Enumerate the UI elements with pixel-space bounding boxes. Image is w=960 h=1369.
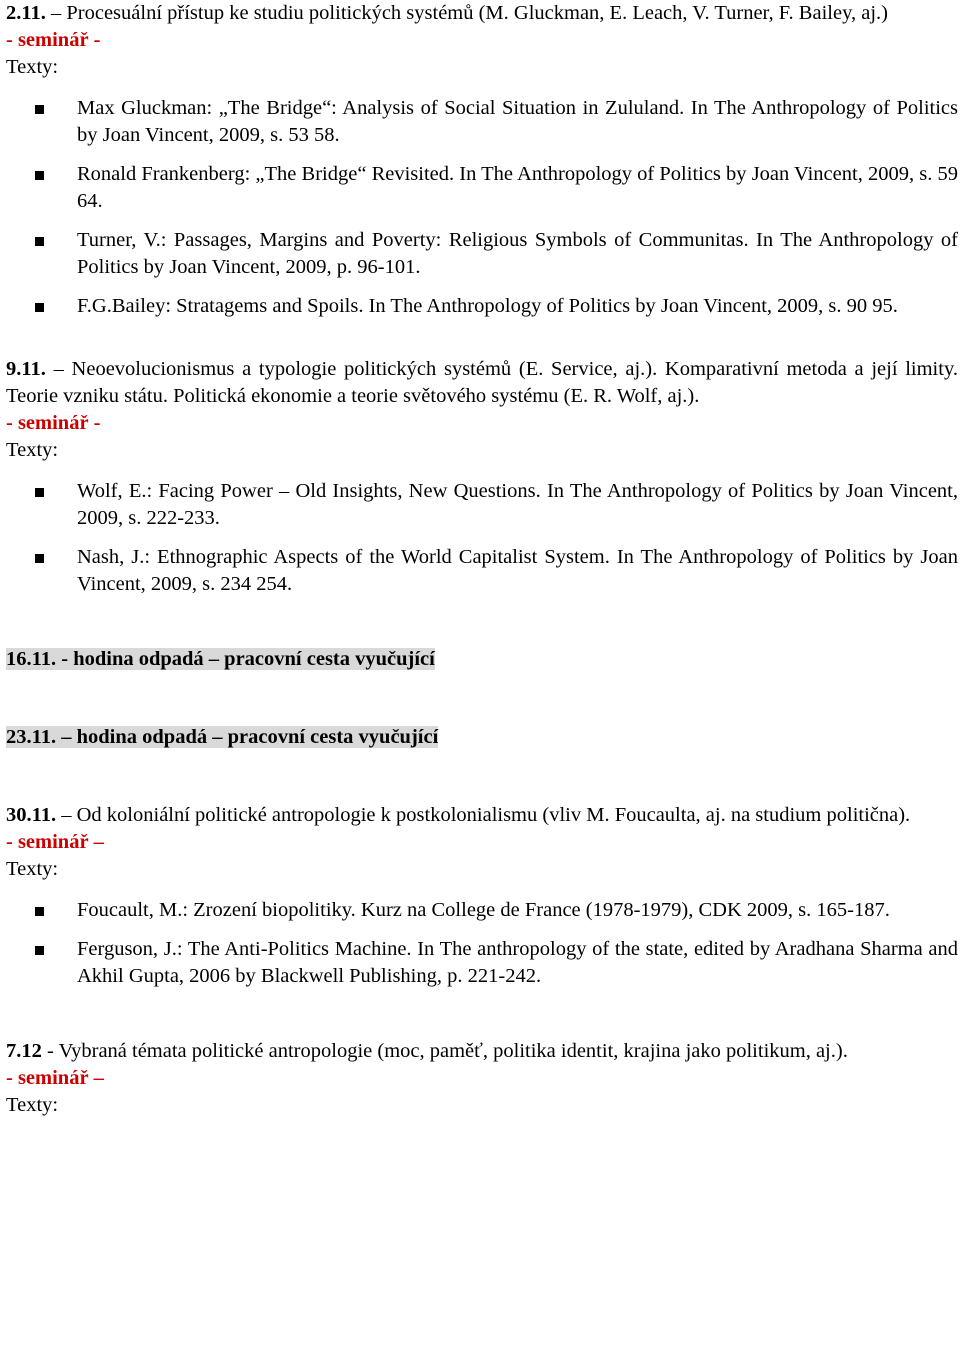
spacer — [6, 1002, 958, 1038]
reading-item — [6, 897, 958, 924]
texty-label: Texty: — [6, 439, 59, 461]
section-7-12 — [6, 1038, 958, 1119]
seminar-label: - seminář - — [6, 412, 101, 434]
seminar-label: - seminář - — [6, 29, 101, 51]
spacer — [6, 610, 958, 646]
seminar-label: - seminář – — [6, 831, 104, 853]
reading-list — [6, 478, 958, 598]
reading-list — [6, 897, 958, 990]
section-30-11 — [6, 802, 958, 990]
cancelled-text — [6, 648, 435, 670]
cancelled-date: 16.11. — [6, 648, 57, 670]
reading-text: Wolf, E.: Facing Power – Old Insights, New Questions. In The Anthropology of Politics by Joan Vincent, 2009, s. 222-233. — [77, 480, 958, 529]
reading-item — [6, 544, 958, 598]
reading-list — [6, 95, 958, 320]
section-date: 7.12 — [6, 1040, 42, 1062]
cancelled-notice — [6, 724, 958, 751]
reading-text: Turner, V.: Passages, Margins and Poverty: Religious Symbols of Communitas. In The Anthropology of Politics by Joan Vincent, 2009, p. 96-101. — [77, 229, 958, 278]
bullet-icon — [35, 946, 44, 955]
reading-item — [6, 161, 958, 215]
reading-text: Nash, J.: Ethnographic Aspects of the World Capitalist System. In The Anthropology of Politics by Joan Vincent, 2009, s. 234 254. — [77, 546, 958, 595]
document-page — [6, 0, 958, 1133]
reading-text: Ronald Frankenberg: „The Bridge“ Revisited. In The Anthropology of Politics by Joan Vincent, 2009, s. 59 64. — [77, 163, 958, 212]
cancelled-reason: – hodina odpadá – pracovní cesta vyučující — [56, 726, 439, 748]
section-date: 9.11. — [6, 358, 46, 380]
bullet-icon — [35, 554, 44, 563]
seminar-label: - seminář – — [6, 1067, 104, 1089]
reading-item — [6, 293, 958, 320]
reading-item — [6, 478, 958, 532]
section-title: - Vybraná témata politické antropologie (moc, paměť, politika identit, krajina jako politikum, aj.). — [41, 1040, 848, 1062]
section-title: – Procesuální přístup ke studiu politických systémů (M. Gluckman, E. Leach, V. Turner, F. Bailey, aj.) — [45, 2, 888, 24]
reading-text: Foucault, M.: Zrození biopolitiky. Kurz na College de France (1978-1979), CDK 2009, s. 165-187. — [77, 899, 890, 921]
reading-item — [6, 936, 958, 990]
bullet-icon — [35, 237, 44, 246]
bullet-icon — [35, 171, 44, 180]
bullet-icon — [35, 488, 44, 497]
texty-label: Texty: — [6, 1094, 59, 1116]
spacer — [6, 332, 958, 356]
reading-text: Ferguson, J.: The Anti-Politics Machine. In The anthropology of the state, edited by Aradhana Sharma and Akhil Gupta, 2006 by Blackwell Publishing, p. 221-242. — [77, 938, 958, 987]
section-heading — [6, 802, 958, 829]
texty-label: Texty: — [6, 858, 59, 880]
section-9-11 — [6, 356, 958, 598]
cancelled-date: 23.11. — [6, 726, 57, 748]
bullet-icon — [35, 105, 44, 114]
section-heading — [6, 0, 958, 27]
section-2-11 — [6, 0, 958, 320]
bullet-icon — [35, 907, 44, 916]
section-heading — [6, 1038, 958, 1065]
cancelled-notice — [6, 646, 958, 673]
section-heading — [6, 356, 958, 410]
section-title: – Od koloniální politické antropologie k postkolonialismu (vliv M. Foucaulta, aj. na studium politična). — [56, 804, 911, 826]
section-date: 2.11. — [6, 2, 46, 24]
reading-text: Max Gluckman: „The Bridge“: Analysis of Social Situation in Zululand. In The Anthropology of Politics by Joan Vincent, 2009, s. 53 58. — [77, 97, 958, 146]
cancelled-reason: - hodina odpadá – pracovní cesta vyučující — [56, 648, 435, 670]
texty-label: Texty: — [6, 56, 59, 78]
bullet-icon — [35, 303, 44, 312]
section-title: – Neoevolucionismus a typologie politických systémů (E. Service, aj.). Komparativní metoda a její limity. Teorie vzniku státu. Politická ekonomie a teorie světového systému (E. R. Wolf, aj.). — [6, 358, 958, 407]
reading-item — [6, 95, 958, 149]
reading-text: F.G.Bailey: Stratagems and Spoils. In The Anthropology of Politics by Joan Vincent, 2009, s. 90 95. — [77, 295, 898, 317]
section-date: 30.11. — [6, 804, 57, 826]
cancelled-text — [6, 726, 438, 748]
reading-item — [6, 227, 958, 281]
